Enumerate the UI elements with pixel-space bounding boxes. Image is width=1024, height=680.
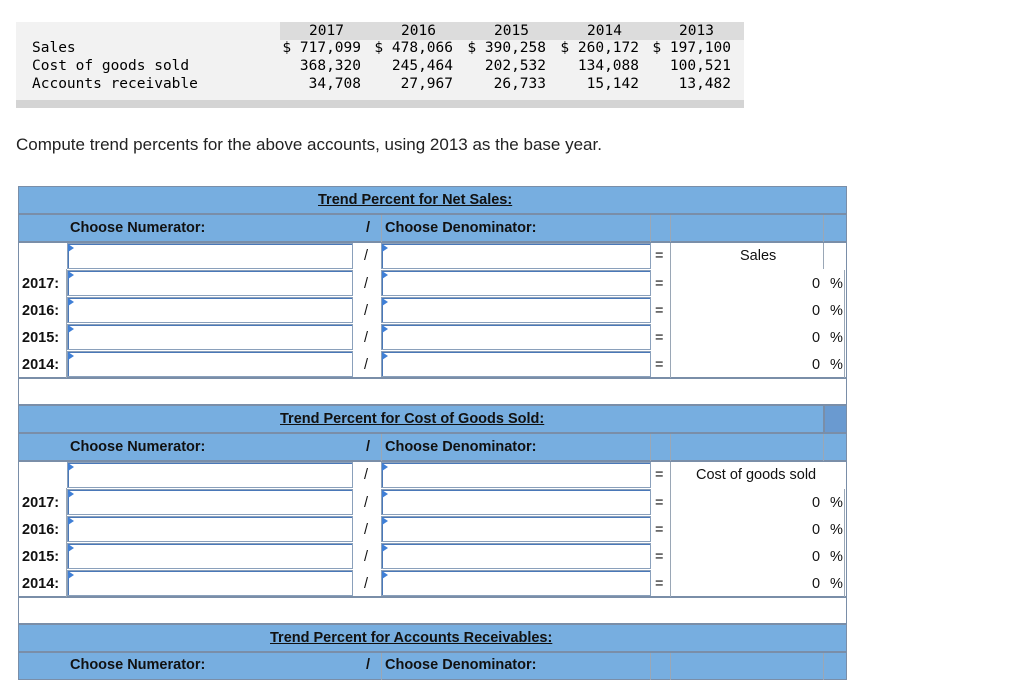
denominator-header: Choose Denominator:	[385, 220, 537, 236]
slash-symbol: /	[364, 467, 369, 483]
section-title: Trend Percent for Cost of Goods Sold:	[280, 411, 545, 427]
denominator-header: Choose Denominator:	[385, 439, 537, 455]
equals-symbol: =	[655, 549, 664, 565]
given-data-table	[16, 22, 744, 108]
percent-unit: %	[830, 495, 843, 511]
divider	[823, 653, 824, 680]
denominator-input[interactable]	[381, 243, 651, 269]
result-value: 0	[812, 576, 821, 592]
equals-symbol: =	[655, 330, 664, 346]
percent-unit: %	[830, 576, 843, 592]
result-value: 0	[812, 330, 821, 346]
numerator-input[interactable]	[67, 516, 353, 542]
divider	[670, 243, 671, 378]
result-value: 0	[812, 357, 821, 373]
divider	[670, 653, 671, 680]
numerator-input[interactable]	[67, 270, 353, 296]
year-label: 2015:	[22, 330, 60, 346]
denominator-input[interactable]	[381, 543, 651, 569]
row-label: Sales	[32, 40, 76, 56]
data-cell: $ 717,099	[282, 40, 361, 56]
data-cell: 26,733	[493, 76, 546, 92]
receivables-section	[18, 624, 847, 680]
slash-symbol: /	[364, 495, 369, 511]
year-label: 2017:	[22, 495, 60, 511]
data-cell: 34,708	[308, 76, 361, 92]
section-title: Trend Percent for Accounts Receivables:	[270, 630, 553, 646]
data-cell: $ 478,066	[374, 40, 453, 56]
data-cell: 15,142	[586, 76, 639, 92]
row-label: Accounts receivable	[32, 76, 198, 92]
slash-header: /	[366, 657, 371, 673]
divider	[670, 434, 671, 461]
data-cell: 27,967	[400, 76, 453, 92]
divider	[670, 215, 671, 242]
numerator-input[interactable]	[67, 462, 353, 488]
denominator-input[interactable]	[381, 516, 651, 542]
numerator-input[interactable]	[67, 297, 353, 323]
year-label: 2014:	[22, 576, 60, 592]
equals-symbol: =	[655, 467, 664, 483]
year-label: 2016:	[22, 522, 60, 538]
year-label: 2017:	[22, 276, 60, 292]
percent-unit: %	[830, 549, 843, 565]
equals-symbol: =	[655, 495, 664, 511]
data-cell: 134,088	[577, 58, 639, 74]
year-label: 2016:	[22, 303, 60, 319]
percent-unit: %	[830, 522, 843, 538]
data-cell: 245,464	[391, 58, 453, 74]
result-value: 0	[812, 549, 821, 565]
year-header: 2013	[679, 23, 714, 39]
year-label: 2014:	[22, 357, 60, 373]
numerator-header: Choose Numerator:	[70, 657, 206, 673]
divider	[670, 462, 671, 597]
spacer-row	[18, 597, 847, 624]
data-cell: $ 390,258	[467, 40, 546, 56]
equals-symbol: =	[655, 357, 664, 373]
slash-header: /	[366, 220, 371, 236]
percent-unit: %	[830, 276, 843, 292]
year-header: 2015	[494, 23, 529, 39]
denominator-input[interactable]	[381, 462, 651, 488]
equals-symbol: =	[655, 522, 664, 538]
denominator-header: Choose Denominator:	[385, 657, 537, 673]
result-value: 0	[812, 495, 821, 511]
result-value: 0	[812, 303, 821, 319]
instruction-text: Compute trend percents for the above accounts, using 2013 as the base year.	[16, 135, 602, 154]
divider	[650, 434, 651, 461]
cogs-section	[18, 405, 847, 597]
row-label: Cost of goods sold	[32, 58, 190, 74]
spacer-row	[18, 378, 847, 405]
percent-unit: %	[830, 303, 843, 319]
percent-unit: %	[830, 330, 843, 346]
divider	[844, 489, 845, 597]
denominator-input[interactable]	[381, 351, 651, 377]
divider	[844, 270, 845, 378]
percent-unit: %	[830, 357, 843, 373]
data-cell: $ 260,172	[560, 40, 639, 56]
divider	[650, 215, 651, 242]
data-cell: 368,320	[299, 58, 361, 74]
data-cell: 100,521	[669, 58, 731, 74]
slash-symbol: /	[364, 330, 369, 346]
numerator-input[interactable]	[67, 489, 353, 515]
divider	[823, 243, 824, 269]
slash-header: /	[366, 439, 371, 455]
divider	[381, 434, 382, 461]
year-header: 2017	[309, 23, 344, 39]
corner-cell	[824, 405, 847, 433]
slash-symbol: /	[364, 357, 369, 373]
denominator-input[interactable]	[381, 570, 651, 596]
denominator-input[interactable]	[381, 489, 651, 515]
divider	[381, 215, 382, 242]
divider	[823, 215, 824, 242]
numerator-input[interactable]	[67, 324, 353, 350]
numerator-input[interactable]	[67, 243, 353, 269]
table-bottom-rule	[16, 100, 744, 108]
denominator-input[interactable]	[381, 324, 651, 350]
slash-symbol: /	[364, 248, 369, 264]
result-label: Sales	[740, 248, 777, 264]
equals-symbol: =	[655, 303, 664, 319]
slash-symbol: /	[364, 522, 369, 538]
result-value: 0	[812, 522, 821, 538]
numerator-input[interactable]	[67, 543, 353, 569]
equals-symbol: =	[655, 248, 664, 264]
divider	[650, 653, 651, 680]
divider	[381, 653, 382, 680]
denominator-input[interactable]	[381, 270, 651, 296]
numerator-header: Choose Numerator:	[70, 220, 206, 236]
year-header: 2016	[401, 23, 436, 39]
numerator-input[interactable]	[67, 570, 353, 596]
result-value: 0	[812, 276, 821, 292]
result-label: Cost of goods sold	[696, 467, 817, 483]
section-title: Trend Percent for Net Sales:	[318, 192, 513, 208]
slash-symbol: /	[364, 303, 369, 319]
divider	[823, 434, 824, 461]
numerator-input[interactable]	[67, 351, 353, 377]
year-label: 2015:	[22, 549, 60, 565]
denominator-input[interactable]	[381, 297, 651, 323]
slash-symbol: /	[364, 576, 369, 592]
data-cell: 13,482	[678, 76, 731, 92]
numerator-header: Choose Numerator:	[70, 439, 206, 455]
slash-symbol: /	[364, 276, 369, 292]
equals-symbol: =	[655, 576, 664, 592]
year-header: 2014	[587, 23, 622, 39]
data-cell: $ 197,100	[652, 40, 731, 56]
equals-symbol: =	[655, 276, 664, 292]
net-sales-section	[18, 186, 847, 378]
slash-symbol: /	[364, 549, 369, 565]
data-cell: 202,532	[484, 58, 546, 74]
